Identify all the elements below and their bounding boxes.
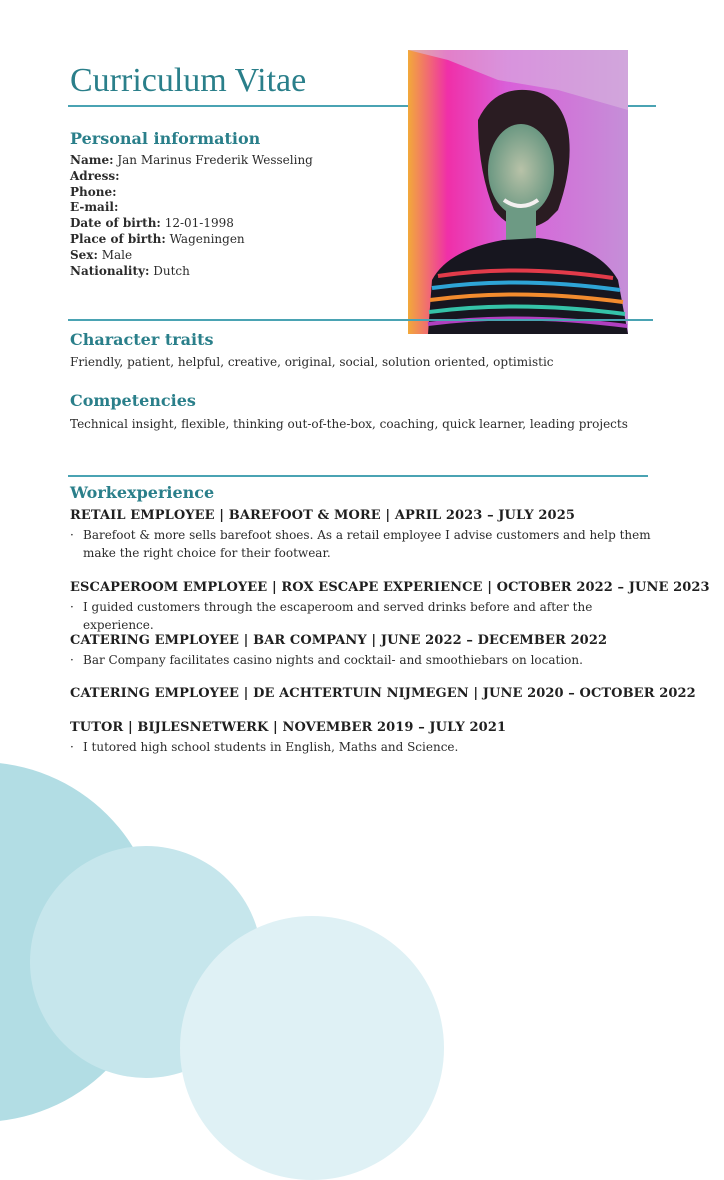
job-bullet: · Barefoot & more sells barefoot shoes. As a retail employee I advise customers and help them make the right choice for their footwear. [70,528,651,560]
divider-middle [68,319,653,321]
job-entry [70,580,710,634]
job-title: CATERING EMPLOYEE | DE ACHTERTUIN NIJMEGEN | JUNE 2020 – OCTOBER 2022 [70,686,696,701]
job-bullet: · Bar Company facilitates casino nights and cocktail- and smoothiebars on location. [70,653,583,667]
email-row: E-mail: [70,200,119,215]
dob-row: Date of birth: 12-01-1998 [70,216,234,231]
work-experience-heading: Workexperience [70,483,215,502]
competencies-heading: Competencies [70,391,196,410]
job-entry [70,720,660,756]
job-title: CATERING EMPLOYEE | BAR COMPANY | JUNE 2022 – DECEMBER 2022 [70,633,608,648]
personal-info [70,153,313,279]
address-row: Adress: [70,168,120,183]
personal-info-heading: Personal information [70,129,261,148]
job-bullet: · I guided customers through the escaperoom and served drinks before and after the experience. [70,600,593,632]
job-entry [70,633,660,669]
job-title: TUTOR | BIJLESNETWERK | NOVEMBER 2019 – JULY 2021 [70,720,507,735]
job-entry [70,686,696,701]
nationality-row: Nationality: Dutch [70,263,190,278]
page-title: Curriculum Vitae [70,62,307,99]
character-traits-heading: Character traits [70,330,214,349]
name-row: Name: Jan Marinus Frederik Wesseling [70,153,313,167]
job-title: RETAIL EMPLOYEE | BAREFOOT & MORE | APRIL 2023 – JULY 2025 [70,508,575,523]
divider-lower [68,475,648,477]
job-bullet: · I tutored high school students in English, Maths and Science. [70,740,459,754]
job-entry [70,508,660,562]
character-traits-text: Friendly, patient, helpful, creative, original, social, solution oriented, optimistic [70,355,554,369]
sex-row: Sex: Male [70,247,133,262]
job-title: ESCAPEROOM EMPLOYEE | ROX ESCAPE EXPERIENCE | OCTOBER 2022 – JUNE 2023 [70,580,710,595]
profile-photo [408,50,628,334]
competencies-text: Technical insight, flexible, thinking out-of-the-box, coaching, quick learner, leading projects [70,417,628,431]
pob-row: Place of birth: Wageningen [70,231,245,246]
phone-row: Phone: [70,184,117,199]
decorative-circle-small [180,916,444,1180]
